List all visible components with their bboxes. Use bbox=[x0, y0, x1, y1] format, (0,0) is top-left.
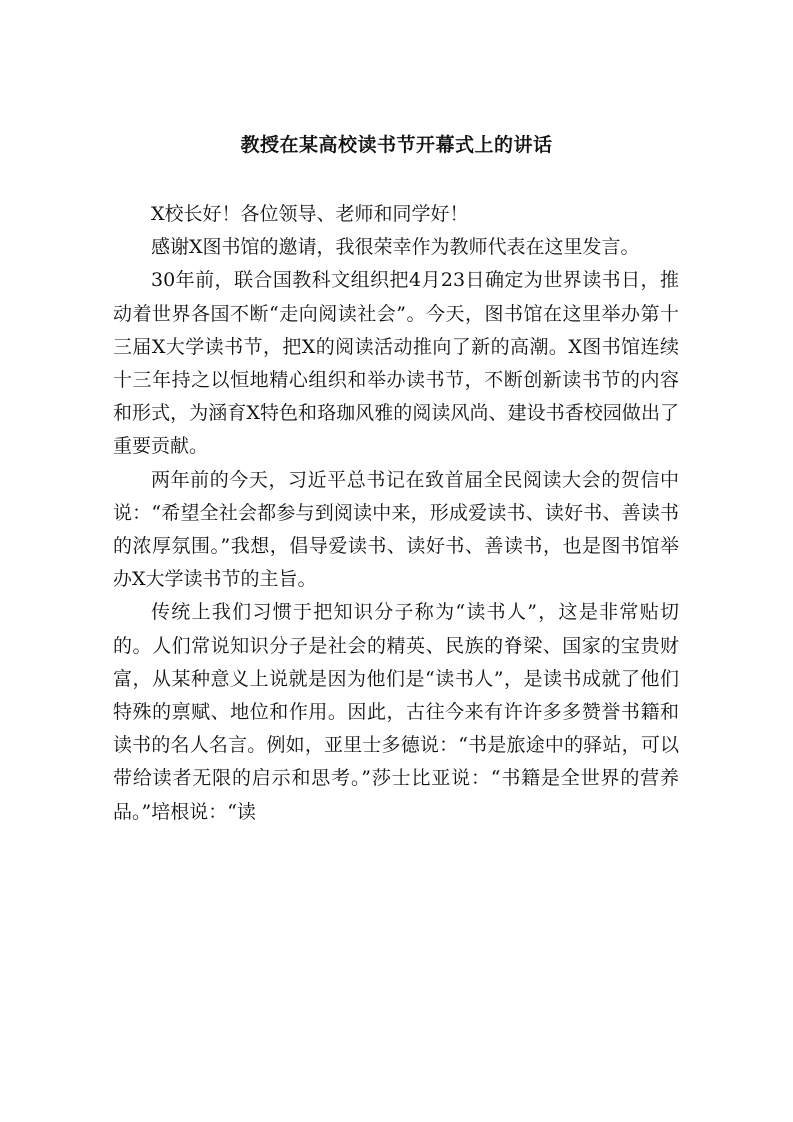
document-body bbox=[113, 198, 679, 829]
paragraph-reading-day: 30年前，联合国教科文组织把4月23日确定为世界读书日，推动着世界各国不断“走向阅读社会”。今天，图书馆在这里举办第十三届X大学读书节，把X的阅读活动推向了新的高潮。X图书馆连续十三年持之以恒地精心组织和举办读书节，不断创新读书节的内容和形式，为涵育X特色和珞珈风雅的阅读风尚、建设书香校园做出了重要贡献。 bbox=[113, 269, 679, 458]
paragraph-thanks: 感谢X图书馆的邀请，我很荣幸作为教师代表在这里发言。 bbox=[151, 236, 640, 259]
paragraph-greeting: X校长好！各位领导、老师和同学好！ bbox=[151, 203, 469, 225]
document-title: 教授在某高校读书节开幕式上的讲话 bbox=[240, 134, 553, 156]
paragraph-readers: 传统上我们习惯于把知识分子称为“读书人”，这是非常贴切的。人们常说知识分子是社会的精英、民族的脊梁、国家的宝贵财富，从某种意义上说就是因为他们是“读书人”，是读书成就了他们特殊的禀赋、地位和作用。因此，古往今来有许许多多赞誉书籍和读书的名人名言。例如，亚里士多德说：“书是旅途中的驿站，可以带给读者无限的启示和思考。”莎士比亚说：“书籍是全世界的营养品。”培根说：“读 bbox=[113, 601, 679, 823]
paragraph-congratulatory-letter: 两年前的今天，习近平总书记在致首届全民阅读大会的贺信中说：“希望全社会都参与到阅读中来，形成爱读书、读好书、善读书的浓厚氛围。”我想，倡导爱读书、读好书、善读书，也是图书馆举办X大学读书节的主旨。 bbox=[113, 468, 679, 591]
